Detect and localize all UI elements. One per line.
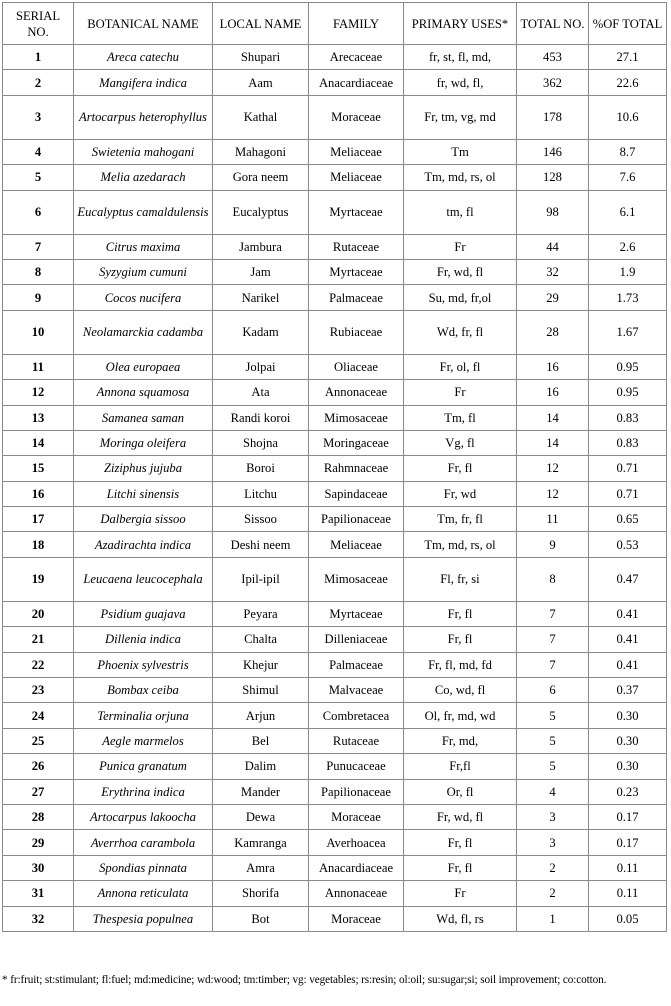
table-row <box>3 430 667 455</box>
percent-of-total-cell: 0.95 <box>589 354 667 379</box>
botanical-name-cell: Syzygium cumuni <box>74 259 213 284</box>
botanical-name-cell: Melia azedarach <box>74 165 213 190</box>
local-name-cell: Dewa <box>213 804 309 829</box>
botanical-name-cell: Dalbergia sissoo <box>74 507 213 532</box>
botanical-name-cell: Cocos nucifera <box>74 285 213 310</box>
total-no-cell: 1 <box>517 906 589 931</box>
family-cell: Dilleniaceae <box>309 627 404 652</box>
botanical-name-cell: Neolamarckia cadamba <box>74 310 213 354</box>
primary-uses-cell: fr, st, fl, md, <box>404 45 517 70</box>
total-no-cell: 11 <box>517 507 589 532</box>
serial-no-cell: 10 <box>3 310 74 354</box>
serial-no-cell: 17 <box>3 507 74 532</box>
serial-no-cell: 32 <box>3 906 74 931</box>
serial-no-cell: 15 <box>3 456 74 481</box>
percent-of-total-cell: 1.73 <box>589 285 667 310</box>
family-cell: Rubiaceae <box>309 310 404 354</box>
botanical-name-cell: Swietenia mahogani <box>74 139 213 164</box>
percent-of-total-cell: 0.23 <box>589 779 667 804</box>
header-serial-no: SERIAL NO. <box>3 3 74 45</box>
family-cell: Sapindaceae <box>309 481 404 506</box>
local-name-cell: Gora neem <box>213 165 309 190</box>
botanical-name-cell: Annona squamosa <box>74 380 213 405</box>
table-row <box>3 855 667 880</box>
local-name-cell: Jam <box>213 259 309 284</box>
total-no-cell: 32 <box>517 259 589 284</box>
primary-uses-cell: Fr, tm, vg, md <box>404 95 517 139</box>
serial-no-cell: 12 <box>3 380 74 405</box>
primary-uses-cell: Tm, md, rs, ol <box>404 165 517 190</box>
total-no-cell: 8 <box>517 557 589 601</box>
family-cell: Meliaceae <box>309 139 404 164</box>
local-name-cell: Shupari <box>213 45 309 70</box>
total-no-cell: 98 <box>517 190 589 234</box>
serial-no-cell: 22 <box>3 652 74 677</box>
botanical-name-cell: Litchi sinensis <box>74 481 213 506</box>
botanical-name-cell: Psidium guajava <box>74 601 213 626</box>
primary-uses-cell: Fr,fl <box>404 754 517 779</box>
primary-uses-cell: Tm, md, rs, ol <box>404 532 517 557</box>
serial-no-cell: 6 <box>3 190 74 234</box>
serial-no-cell: 13 <box>3 405 74 430</box>
primary-uses-cell: Fr, wd <box>404 481 517 506</box>
primary-uses-cell: Fr, fl <box>404 855 517 880</box>
percent-of-total-cell: 0.17 <box>589 804 667 829</box>
table-row <box>3 285 667 310</box>
primary-uses-cell: Fr, wd, fl <box>404 804 517 829</box>
table-row <box>3 779 667 804</box>
serial-no-cell: 8 <box>3 259 74 284</box>
family-cell: Papilionaceae <box>309 507 404 532</box>
family-cell: Arecaceae <box>309 45 404 70</box>
table-row <box>3 190 667 234</box>
family-cell: Myrtaceae <box>309 601 404 626</box>
botanical-name-cell: Punica granatum <box>74 754 213 779</box>
family-cell: Palmaceae <box>309 652 404 677</box>
table-body <box>3 45 667 932</box>
percent-of-total-cell: 0.41 <box>589 601 667 626</box>
table-row <box>3 728 667 753</box>
family-cell: Myrtaceae <box>309 190 404 234</box>
primary-uses-cell: Fr, fl <box>404 601 517 626</box>
total-no-cell: 12 <box>517 481 589 506</box>
serial-no-cell: 14 <box>3 430 74 455</box>
total-no-cell: 28 <box>517 310 589 354</box>
serial-no-cell: 3 <box>3 95 74 139</box>
percent-of-total-cell: 0.30 <box>589 728 667 753</box>
total-no-cell: 44 <box>517 234 589 259</box>
local-name-cell: Deshi neem <box>213 532 309 557</box>
local-name-cell: Shojna <box>213 430 309 455</box>
primary-uses-cell: Tm, fl <box>404 405 517 430</box>
table-row <box>3 70 667 95</box>
botanical-name-cell: Erythrina indica <box>74 779 213 804</box>
table-row <box>3 881 667 906</box>
percent-of-total-cell: 7.6 <box>589 165 667 190</box>
local-name-cell: Jolpai <box>213 354 309 379</box>
total-no-cell: 7 <box>517 601 589 626</box>
table-row <box>3 456 667 481</box>
primary-uses-cell: Fr, ol, fl <box>404 354 517 379</box>
serial-no-cell: 19 <box>3 557 74 601</box>
family-cell: Meliaceae <box>309 532 404 557</box>
family-cell: Annonaceae <box>309 380 404 405</box>
primary-uses-cell: Fr, fl <box>404 830 517 855</box>
table-row <box>3 678 667 703</box>
table-row <box>3 481 667 506</box>
botanical-name-cell: Azadirachta indica <box>74 532 213 557</box>
family-cell: Malvaceae <box>309 678 404 703</box>
total-no-cell: 362 <box>517 70 589 95</box>
family-cell: Meliaceae <box>309 165 404 190</box>
primary-uses-cell: Or, fl <box>404 779 517 804</box>
botanical-name-cell: Citrus maxima <box>74 234 213 259</box>
family-cell: Annonaceae <box>309 881 404 906</box>
total-no-cell: 3 <box>517 830 589 855</box>
family-cell: Combretacea <box>309 703 404 728</box>
local-name-cell: Kathal <box>213 95 309 139</box>
local-name-cell: Narikel <box>213 285 309 310</box>
percent-of-total-cell: 2.6 <box>589 234 667 259</box>
total-no-cell: 178 <box>517 95 589 139</box>
total-no-cell: 12 <box>517 456 589 481</box>
primary-uses-cell: tm, fl <box>404 190 517 234</box>
primary-uses-cell: Tm, fr, fl <box>404 507 517 532</box>
primary-uses-cell: Ol, fr, md, wd <box>404 703 517 728</box>
serial-no-cell: 1 <box>3 45 74 70</box>
family-cell: Anacardiaceae <box>309 855 404 880</box>
family-cell: Oliaceae <box>309 354 404 379</box>
table-row <box>3 532 667 557</box>
percent-of-total-cell: 0.41 <box>589 652 667 677</box>
serial-no-cell: 26 <box>3 754 74 779</box>
table-header-row <box>3 3 667 45</box>
table-row <box>3 703 667 728</box>
table-row <box>3 804 667 829</box>
family-cell: Papilionaceae <box>309 779 404 804</box>
percent-of-total-cell: 0.11 <box>589 881 667 906</box>
local-name-cell: Kadam <box>213 310 309 354</box>
total-no-cell: 16 <box>517 354 589 379</box>
percent-of-total-cell: 0.37 <box>589 678 667 703</box>
botanical-name-cell: Moringa oleifera <box>74 430 213 455</box>
total-no-cell: 2 <box>517 855 589 880</box>
total-no-cell: 2 <box>517 881 589 906</box>
table-row <box>3 627 667 652</box>
family-cell: Punucaceae <box>309 754 404 779</box>
botanical-name-cell: Spondias pinnata <box>74 855 213 880</box>
family-cell: Anacardiaceae <box>309 70 404 95</box>
total-no-cell: 5 <box>517 728 589 753</box>
percent-of-total-cell: 0.30 <box>589 754 667 779</box>
table-row <box>3 45 667 70</box>
local-name-cell: Bot <box>213 906 309 931</box>
table-row <box>3 95 667 139</box>
percent-of-total-cell: 22.6 <box>589 70 667 95</box>
local-name-cell: Peyara <box>213 601 309 626</box>
percent-of-total-cell: 0.30 <box>589 703 667 728</box>
percent-of-total-cell: 8.7 <box>589 139 667 164</box>
botanical-name-cell: Averrhoa carambola <box>74 830 213 855</box>
percent-of-total-cell: 0.53 <box>589 532 667 557</box>
header-total-no: TOTAL NO. <box>517 3 589 45</box>
percent-of-total-cell: 0.95 <box>589 380 667 405</box>
local-name-cell: Chalta <box>213 627 309 652</box>
botanical-name-cell: Leucaena leucocephala <box>74 557 213 601</box>
total-no-cell: 3 <box>517 804 589 829</box>
total-no-cell: 16 <box>517 380 589 405</box>
botanical-name-cell: Dillenia indica <box>74 627 213 652</box>
primary-uses-cell: Fr, wd, fl <box>404 259 517 284</box>
serial-no-cell: 30 <box>3 855 74 880</box>
botanical-name-cell: Eucalyptus camaldulensis <box>74 190 213 234</box>
serial-no-cell: 11 <box>3 354 74 379</box>
family-cell: Moraceae <box>309 95 404 139</box>
primary-uses-cell: Fl, fr, si <box>404 557 517 601</box>
local-name-cell: Dalim <box>213 754 309 779</box>
local-name-cell: Aam <box>213 70 309 95</box>
botanical-name-cell: Ziziphus jujuba <box>74 456 213 481</box>
local-name-cell: Shimul <box>213 678 309 703</box>
header-primary-uses: PRIMARY USES* <box>404 3 517 45</box>
percent-of-total-cell: 6.1 <box>589 190 667 234</box>
family-cell: Palmaceae <box>309 285 404 310</box>
serial-no-cell: 24 <box>3 703 74 728</box>
family-cell: Rutaceae <box>309 234 404 259</box>
serial-no-cell: 21 <box>3 627 74 652</box>
local-name-cell: Khejur <box>213 652 309 677</box>
primary-uses-cell: Fr, fl, md, fd <box>404 652 517 677</box>
table-row <box>3 906 667 931</box>
total-no-cell: 6 <box>517 678 589 703</box>
table-row <box>3 354 667 379</box>
botanical-name-cell: Artocarpus lakoocha <box>74 804 213 829</box>
local-name-cell: Boroi <box>213 456 309 481</box>
local-name-cell: Ipil-ipil <box>213 557 309 601</box>
botanical-name-cell: Phoenix sylvestris <box>74 652 213 677</box>
serial-no-cell: 31 <box>3 881 74 906</box>
table-row <box>3 405 667 430</box>
family-cell: Averhoacea <box>309 830 404 855</box>
total-no-cell: 4 <box>517 779 589 804</box>
primary-uses-cell: Fr <box>404 234 517 259</box>
total-no-cell: 29 <box>517 285 589 310</box>
total-no-cell: 146 <box>517 139 589 164</box>
primary-uses-cell: Wd, fr, fl <box>404 310 517 354</box>
local-name-cell: Sissoo <box>213 507 309 532</box>
local-name-cell: Arjun <box>213 703 309 728</box>
family-cell: Mimosaceae <box>309 405 404 430</box>
table-row <box>3 259 667 284</box>
botanical-name-cell: Thespesia populnea <box>74 906 213 931</box>
primary-uses-cell: fr, wd, fl, <box>404 70 517 95</box>
primary-uses-cell: Fr, fl <box>404 627 517 652</box>
percent-of-total-cell: 0.47 <box>589 557 667 601</box>
primary-uses-cell: Fr <box>404 881 517 906</box>
header-percent-of-total: %OF TOTAL <box>589 3 667 45</box>
serial-no-cell: 18 <box>3 532 74 557</box>
table-row <box>3 380 667 405</box>
header-local-name: LOCAL NAME <box>213 3 309 45</box>
family-cell: Moraceae <box>309 906 404 931</box>
serial-no-cell: 5 <box>3 165 74 190</box>
botanical-name-cell: Artocarpus heterophyllus <box>74 95 213 139</box>
family-cell: Rahmnaceae <box>309 456 404 481</box>
family-cell: Rutaceae <box>309 728 404 753</box>
primary-uses-cell: Fr <box>404 380 517 405</box>
local-name-cell: Mander <box>213 779 309 804</box>
serial-no-cell: 20 <box>3 601 74 626</box>
family-cell: Myrtaceae <box>309 259 404 284</box>
total-no-cell: 14 <box>517 405 589 430</box>
local-name-cell: Jambura <box>213 234 309 259</box>
table-row <box>3 234 667 259</box>
percent-of-total-cell: 0.65 <box>589 507 667 532</box>
table-row <box>3 652 667 677</box>
tree-species-table <box>2 2 667 932</box>
percent-of-total-cell: 0.83 <box>589 430 667 455</box>
primary-uses-cell: Wd, fl, rs <box>404 906 517 931</box>
footnote: * fr:fruit; st:stimulant; fl:fuel; md:medicine; wd:wood; tm:timber; vg: vegetables; rs:resin; ol:oil; su:sugar;si; soil improvement; co:cotton. <box>2 974 607 986</box>
botanical-name-cell: Areca catechu <box>74 45 213 70</box>
percent-of-total-cell: 27.1 <box>589 45 667 70</box>
total-no-cell: 14 <box>517 430 589 455</box>
serial-no-cell: 23 <box>3 678 74 703</box>
serial-no-cell: 25 <box>3 728 74 753</box>
percent-of-total-cell: 0.17 <box>589 830 667 855</box>
primary-uses-cell: Fr, md, <box>404 728 517 753</box>
total-no-cell: 453 <box>517 45 589 70</box>
botanical-name-cell: Mangifera indica <box>74 70 213 95</box>
family-cell: Moringaceae <box>309 430 404 455</box>
percent-of-total-cell: 0.41 <box>589 627 667 652</box>
local-name-cell: Randi koroi <box>213 405 309 430</box>
serial-no-cell: 27 <box>3 779 74 804</box>
total-no-cell: 5 <box>517 703 589 728</box>
total-no-cell: 9 <box>517 532 589 557</box>
primary-uses-cell: Vg, fl <box>404 430 517 455</box>
local-name-cell: Eucalyptus <box>213 190 309 234</box>
serial-no-cell: 28 <box>3 804 74 829</box>
local-name-cell: Amra <box>213 855 309 880</box>
percent-of-total-cell: 1.67 <box>589 310 667 354</box>
header-botanical-name: BOTANICAL NAME <box>74 3 213 45</box>
local-name-cell: Shorifa <box>213 881 309 906</box>
table-row <box>3 830 667 855</box>
botanical-name-cell: Bombax ceiba <box>74 678 213 703</box>
percent-of-total-cell: 0.11 <box>589 855 667 880</box>
percent-of-total-cell: 0.83 <box>589 405 667 430</box>
table-row <box>3 507 667 532</box>
botanical-name-cell: Samanea saman <box>74 405 213 430</box>
botanical-name-cell: Aegle marmelos <box>74 728 213 753</box>
total-no-cell: 5 <box>517 754 589 779</box>
primary-uses-cell: Co, wd, fl <box>404 678 517 703</box>
percent-of-total-cell: 0.71 <box>589 481 667 506</box>
serial-no-cell: 4 <box>3 139 74 164</box>
serial-no-cell: 29 <box>3 830 74 855</box>
local-name-cell: Kamranga <box>213 830 309 855</box>
serial-no-cell: 16 <box>3 481 74 506</box>
total-no-cell: 7 <box>517 627 589 652</box>
header-family: FAMILY <box>309 3 404 45</box>
serial-no-cell: 9 <box>3 285 74 310</box>
local-name-cell: Mahagoni <box>213 139 309 164</box>
family-cell: Moraceae <box>309 804 404 829</box>
primary-uses-cell: Fr, fl <box>404 456 517 481</box>
total-no-cell: 128 <box>517 165 589 190</box>
table-row <box>3 310 667 354</box>
botanical-name-cell: Annona reticulata <box>74 881 213 906</box>
botanical-name-cell: Terminalia orjuna <box>74 703 213 728</box>
primary-uses-cell: Tm <box>404 139 517 164</box>
local-name-cell: Litchu <box>213 481 309 506</box>
botanical-name-cell: Olea europaea <box>74 354 213 379</box>
percent-of-total-cell: 0.05 <box>589 906 667 931</box>
serial-no-cell: 7 <box>3 234 74 259</box>
total-no-cell: 7 <box>517 652 589 677</box>
serial-no-cell: 2 <box>3 70 74 95</box>
local-name-cell: Ata <box>213 380 309 405</box>
table-row <box>3 165 667 190</box>
percent-of-total-cell: 0.71 <box>589 456 667 481</box>
table-row <box>3 601 667 626</box>
local-name-cell: Bel <box>213 728 309 753</box>
family-cell: Mimosaceae <box>309 557 404 601</box>
percent-of-total-cell: 10.6 <box>589 95 667 139</box>
primary-uses-cell: Su, md, fr,ol <box>404 285 517 310</box>
percent-of-total-cell: 1.9 <box>589 259 667 284</box>
table-row <box>3 557 667 601</box>
table-row <box>3 139 667 164</box>
table-row <box>3 754 667 779</box>
